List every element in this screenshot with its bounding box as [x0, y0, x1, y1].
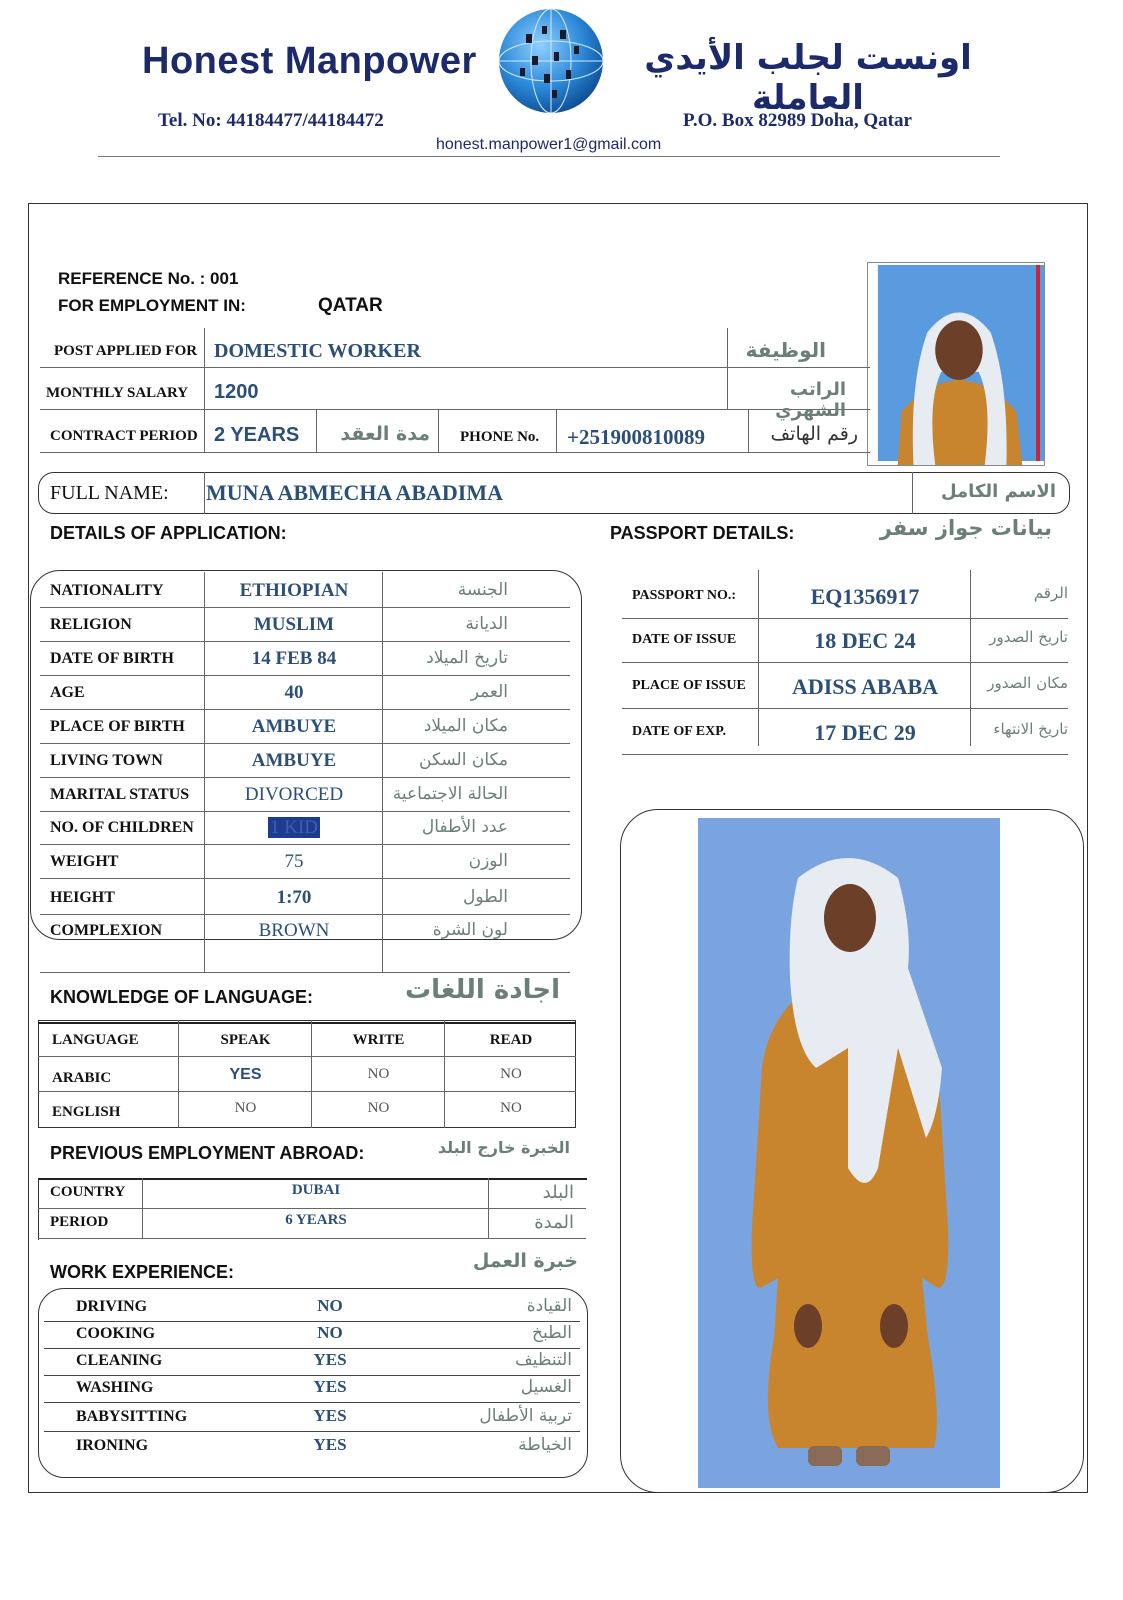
- work-label: CLEANING: [76, 1352, 163, 1369]
- detail-value: [206, 817, 382, 839]
- detail-value: AMBUYE: [251, 750, 337, 771]
- row-divider: [44, 1402, 580, 1403]
- detail-value: DIVORCED: [244, 784, 344, 805]
- header-pobox: P.O. Box 82989 Doha, Qatar: [683, 110, 912, 131]
- section-previous-arabic: الخبرة خارج البلد: [437, 1138, 570, 1157]
- row-divider: [622, 754, 1068, 755]
- detail-arabic: الوزن: [468, 851, 508, 871]
- language-skill: NO: [367, 1100, 390, 1116]
- row-divider: [40, 607, 570, 608]
- passport-value: 17 DEC 29: [814, 720, 916, 745]
- row-divider: [40, 675, 570, 676]
- detail-label: COMPLEXION: [50, 922, 162, 939]
- detail-label: WEIGHT: [50, 853, 119, 870]
- work-value: YES: [313, 1350, 347, 1369]
- row-divider: [44, 1431, 580, 1432]
- previous-arabic: المدة: [534, 1212, 574, 1233]
- section-passport-arabic: بيانات جواز سفر: [879, 516, 1052, 540]
- fullname-value: MUNA ABMECHA ABADIMA: [206, 480, 504, 505]
- detail-arabic: الحالة الاجتماعية: [392, 784, 508, 804]
- contract-arabic: مدة العقد: [340, 423, 430, 445]
- section-passport-title: PASSPORT DETAILS:: [610, 523, 795, 543]
- row-divider: [40, 914, 570, 915]
- children-value-highlight: 1 KID: [269, 817, 319, 838]
- salary-label: MONTHLY SALARY: [46, 385, 189, 401]
- detail-value: BROWN: [258, 920, 330, 941]
- work-arabic: الخياطة: [518, 1435, 572, 1455]
- reference-number: REFERENCE No. : 001: [58, 269, 239, 288]
- previous-arabic: البلد: [542, 1182, 574, 1203]
- language-skill: NO: [500, 1066, 522, 1082]
- passport-label: DATE OF EXP.: [632, 724, 726, 739]
- detail-label: AGE: [50, 684, 85, 701]
- row-divider: [40, 844, 570, 845]
- detail-label: LIVING TOWN: [50, 752, 163, 769]
- header-email: honest.manpower1@gmail.com: [436, 136, 662, 153]
- work-label: DRIVING: [76, 1298, 148, 1315]
- passport-arabic: الرقم: [1033, 584, 1068, 602]
- detail-arabic: الطول: [463, 887, 508, 907]
- portrait-photo: [867, 262, 1045, 466]
- language-skill: NO: [367, 1066, 390, 1082]
- detail-arabic: الديانة: [465, 614, 508, 634]
- detail-value: ETHIOPIAN: [239, 580, 349, 601]
- employment-label: FOR EMPLOYMENT IN:: [58, 296, 246, 315]
- language-skill: NO: [500, 1100, 522, 1116]
- fullname-arabic: الاسم الكامل: [940, 481, 1056, 502]
- work-arabic: تربية الأطفال: [479, 1406, 572, 1426]
- passport-value: ADISS ABABA: [791, 674, 939, 699]
- detail-value: MUSLIM: [253, 614, 335, 635]
- row-divider: [622, 618, 1068, 619]
- brand-name: Honest Manpower: [142, 40, 477, 82]
- row-divider: [40, 641, 570, 642]
- salary-value: 1200: [214, 381, 259, 403]
- detail-arabic: مكان السكن: [419, 750, 508, 770]
- section-language-title: KNOWLEDGE OF LANGUAGE:: [50, 987, 313, 1007]
- section-previous-title: PREVIOUS EMPLOYMENT ABROAD:: [50, 1143, 365, 1163]
- detail-value: 1:70: [276, 887, 312, 908]
- row-divider: [622, 708, 1068, 709]
- work-arabic: الغسيل: [520, 1377, 572, 1397]
- detail-arabic: مكان الميلاد: [423, 716, 508, 736]
- row-divider: [44, 1348, 580, 1349]
- passport-label: PLACE OF ISSUE: [632, 678, 746, 693]
- detail-value: 40: [284, 682, 304, 703]
- work-value: NO: [317, 1296, 343, 1315]
- contract-label: CONTRACT PERIOD: [50, 428, 198, 444]
- row-divider: [40, 811, 570, 812]
- detail-label: NATIONALITY: [50, 582, 164, 599]
- detail-arabic: العمر: [470, 682, 508, 702]
- header-divider: [98, 156, 1000, 157]
- language-skill: YES: [229, 1066, 262, 1083]
- work-arabic: التنظيف: [515, 1350, 572, 1370]
- work-label: BABYSITTING: [76, 1408, 188, 1425]
- work-value: NO: [317, 1323, 343, 1342]
- row-divider: [622, 662, 1068, 663]
- language-header: READ: [489, 1032, 533, 1048]
- salary-arabic: الراتب الشهري: [775, 379, 846, 421]
- row-divider: [40, 878, 570, 879]
- detail-arabic: تاريخ الميلاد: [426, 648, 508, 668]
- passport-arabic: تاريخ الصدور: [989, 628, 1068, 646]
- employment-country: QATAR: [318, 295, 383, 316]
- previous-label: PERIOD: [50, 1214, 109, 1230]
- work-value: YES: [313, 1435, 347, 1454]
- work-arabic: الطبخ: [532, 1323, 572, 1343]
- phone-label: PHONE No.: [460, 429, 540, 445]
- detail-label: RELIGION: [50, 616, 132, 633]
- detail-value: 14 FEB 84: [251, 648, 337, 669]
- passport-value: EQ1356917: [810, 584, 920, 609]
- detail-value: 75: [284, 851, 304, 872]
- previous-value: 6 YEARS: [285, 1212, 347, 1228]
- language-header: LANGUAGE: [52, 1032, 139, 1048]
- language-name: ARABIC: [52, 1070, 112, 1086]
- detail-label: NO. OF CHILDREN: [50, 819, 194, 836]
- header-telephone: Tel. No: 44184477/44184472: [158, 110, 384, 131]
- language-header: SPEAK: [220, 1032, 271, 1048]
- work-label: COOKING: [76, 1325, 156, 1342]
- post-label: POST APPLIED FOR: [54, 343, 198, 359]
- language-name: ENGLISH: [52, 1104, 121, 1120]
- detail-value: AMBUYE: [251, 716, 337, 737]
- work-arabic: القيادة: [526, 1296, 572, 1316]
- contract-value: 2 YEARS: [214, 424, 300, 446]
- section-work-arabic: خبرة العمل: [472, 1250, 578, 1272]
- passport-arabic: مكان الصدور: [987, 674, 1068, 692]
- passport-value: 18 DEC 24: [814, 628, 916, 653]
- detail-arabic: عدد الأطفال: [421, 817, 508, 837]
- section-work-title: WORK EXPERIENCE:: [50, 1262, 235, 1282]
- passport-arabic: تاريخ الانتهاء: [993, 720, 1068, 738]
- detail-arabic: الجنسة: [457, 580, 508, 600]
- work-label: WASHING: [76, 1379, 154, 1396]
- passport-label: PASSPORT NO.:: [632, 588, 737, 603]
- row-divider: [40, 777, 570, 778]
- full-body-photo: [698, 818, 1000, 1488]
- work-label: IRONING: [76, 1437, 149, 1454]
- detail-label: HEIGHT: [50, 889, 115, 906]
- brand-name-arabic: اونست لجلب الأيدي العاملة: [644, 38, 972, 118]
- detail-arabic: لون الشرة: [432, 920, 508, 940]
- work-value: YES: [313, 1377, 347, 1396]
- phone-value: +251900810089: [567, 425, 705, 449]
- work-value: YES: [313, 1406, 347, 1425]
- row-divider: [44, 1375, 580, 1376]
- detail-label: PLACE OF BIRTH: [50, 718, 185, 735]
- fullname-row: [38, 472, 1070, 514]
- previous-value: DUBAI: [291, 1182, 341, 1198]
- detail-label: MARITAL STATUS: [50, 786, 190, 803]
- row-divider: [40, 709, 570, 710]
- phone-arabic: رقم الهاتف: [770, 423, 858, 445]
- section-language-arabic: اجادة اللغات: [404, 975, 560, 1005]
- post-arabic: الوظيفة: [745, 338, 826, 362]
- language-header: WRITE: [352, 1032, 405, 1048]
- post-value: DOMESTIC WORKER: [214, 340, 421, 362]
- section-application-title: DETAILS OF APPLICATION:: [50, 523, 287, 543]
- previous-label: COUNTRY: [50, 1184, 126, 1200]
- fullname-label: FULL NAME:: [50, 482, 169, 504]
- globe-logo-icon: [496, 6, 606, 116]
- language-skill: NO: [234, 1100, 257, 1116]
- row-divider: [44, 1321, 580, 1322]
- detail-label: DATE OF BIRTH: [50, 650, 174, 667]
- row-divider: [40, 743, 570, 744]
- passport-label: DATE OF ISSUE: [632, 632, 737, 647]
